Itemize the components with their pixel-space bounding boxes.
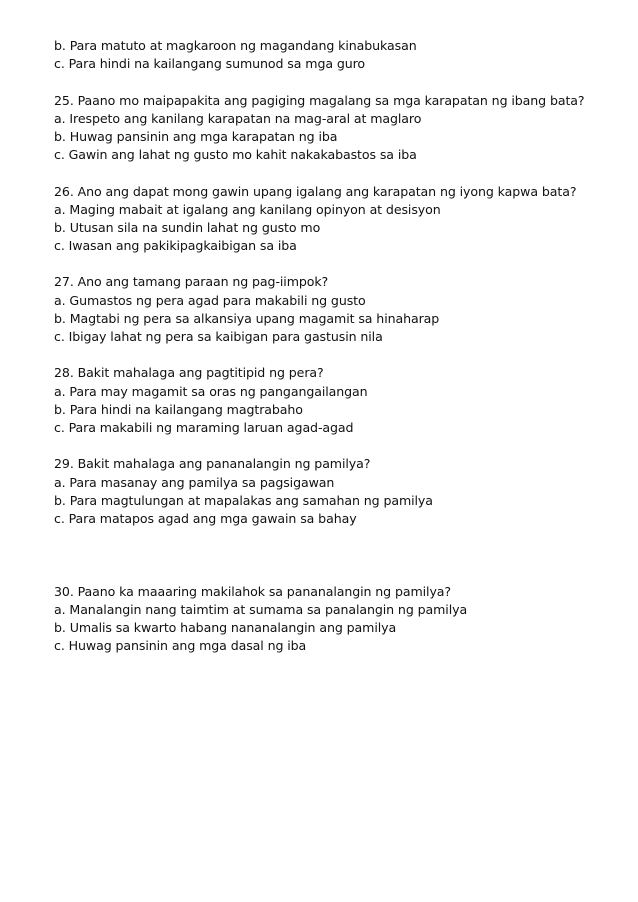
option-b: b. Para matuto at magkaroon ng magandang kinabukasan [54,38,417,53]
question-29 [54,455,618,528]
option-b: b. Para magtulungan at mapalakas ang samahan ng pamilya [54,492,433,508]
question-26 [54,183,618,256]
option-a: a. Gumastos ng pera agad para makabili ng gusto [54,292,366,308]
option-b: b. Para hindi na kailangang magtrabaho [54,401,303,417]
option-c: c. Para makabili ng maraming laruan agad-agad [54,419,354,435]
option-c: c. Para hindi na kailangang sumunod sa mga guro [54,56,366,72]
option-c: c. Iwasan ang pakikipagkaibigan sa iba [54,238,297,254]
option-a: a. Maging mabait at igalang ang kanilang opinyon at desisyon [54,201,441,217]
option-b: b. Utusan sila na sundin lahat ng gusto mo [54,219,321,235]
option-b: b. Huwag pansinin ang mga karapatan ng iba [54,128,338,144]
option-a: a. Para may magamit sa oras ng pangangailangan [54,383,368,399]
option-b: b. Magtabi ng pera sa alkansiya upang magamit sa hinaharap [54,310,440,326]
option-a: a. Para masanay ang pamilya sa pagsigawan [54,474,335,490]
question-28 [54,364,618,437]
question-text: 29. Bakit mahalaga ang pananalangin ng pamilya? [54,456,371,472]
intro-options [54,37,618,73]
question-text: 25. Paano mo maipapakita ang pagiging magalang sa mga karapatan ng ibang bata? [54,92,585,108]
question-text: 27. Ano ang tamang paraan ng pag-iimpok? [54,274,329,290]
option-a: a. Manalangin nang taimtim at sumama sa panalangin ng pamilya [54,601,468,617]
option-a: a. Irespeto ang kanilang karapatan na mag-aral at maglaro [54,110,422,126]
question-25 [54,92,618,165]
option-b: b. Umalis sa kwarto habang nananalangin ang pamilya [54,620,397,636]
option-c: c. Gawin ang lahat ng gusto mo kahit nakakabastos sa iba [54,147,417,163]
question-text: 26. Ano ang dapat mong gawin upang igalang ang karapatan ng iyong kapwa bata? [54,183,577,199]
question-27 [54,273,618,346]
question-30 [54,583,618,656]
question-text: 30. Paano ka maaaring makilahok sa pananalangin ng pamilya? [54,583,452,599]
option-c: c. Ibigay lahat ng pera sa kaibigan para gastusin nila [54,329,383,344]
question-text: 28. Bakit mahalaga ang pagtitipid ng pera? [54,365,324,381]
option-c: c. Huwag pansinin ang mga dasal ng iba [54,638,307,654]
option-c: c. Para matapos agad ang mga gawain sa bahay [54,510,357,526]
